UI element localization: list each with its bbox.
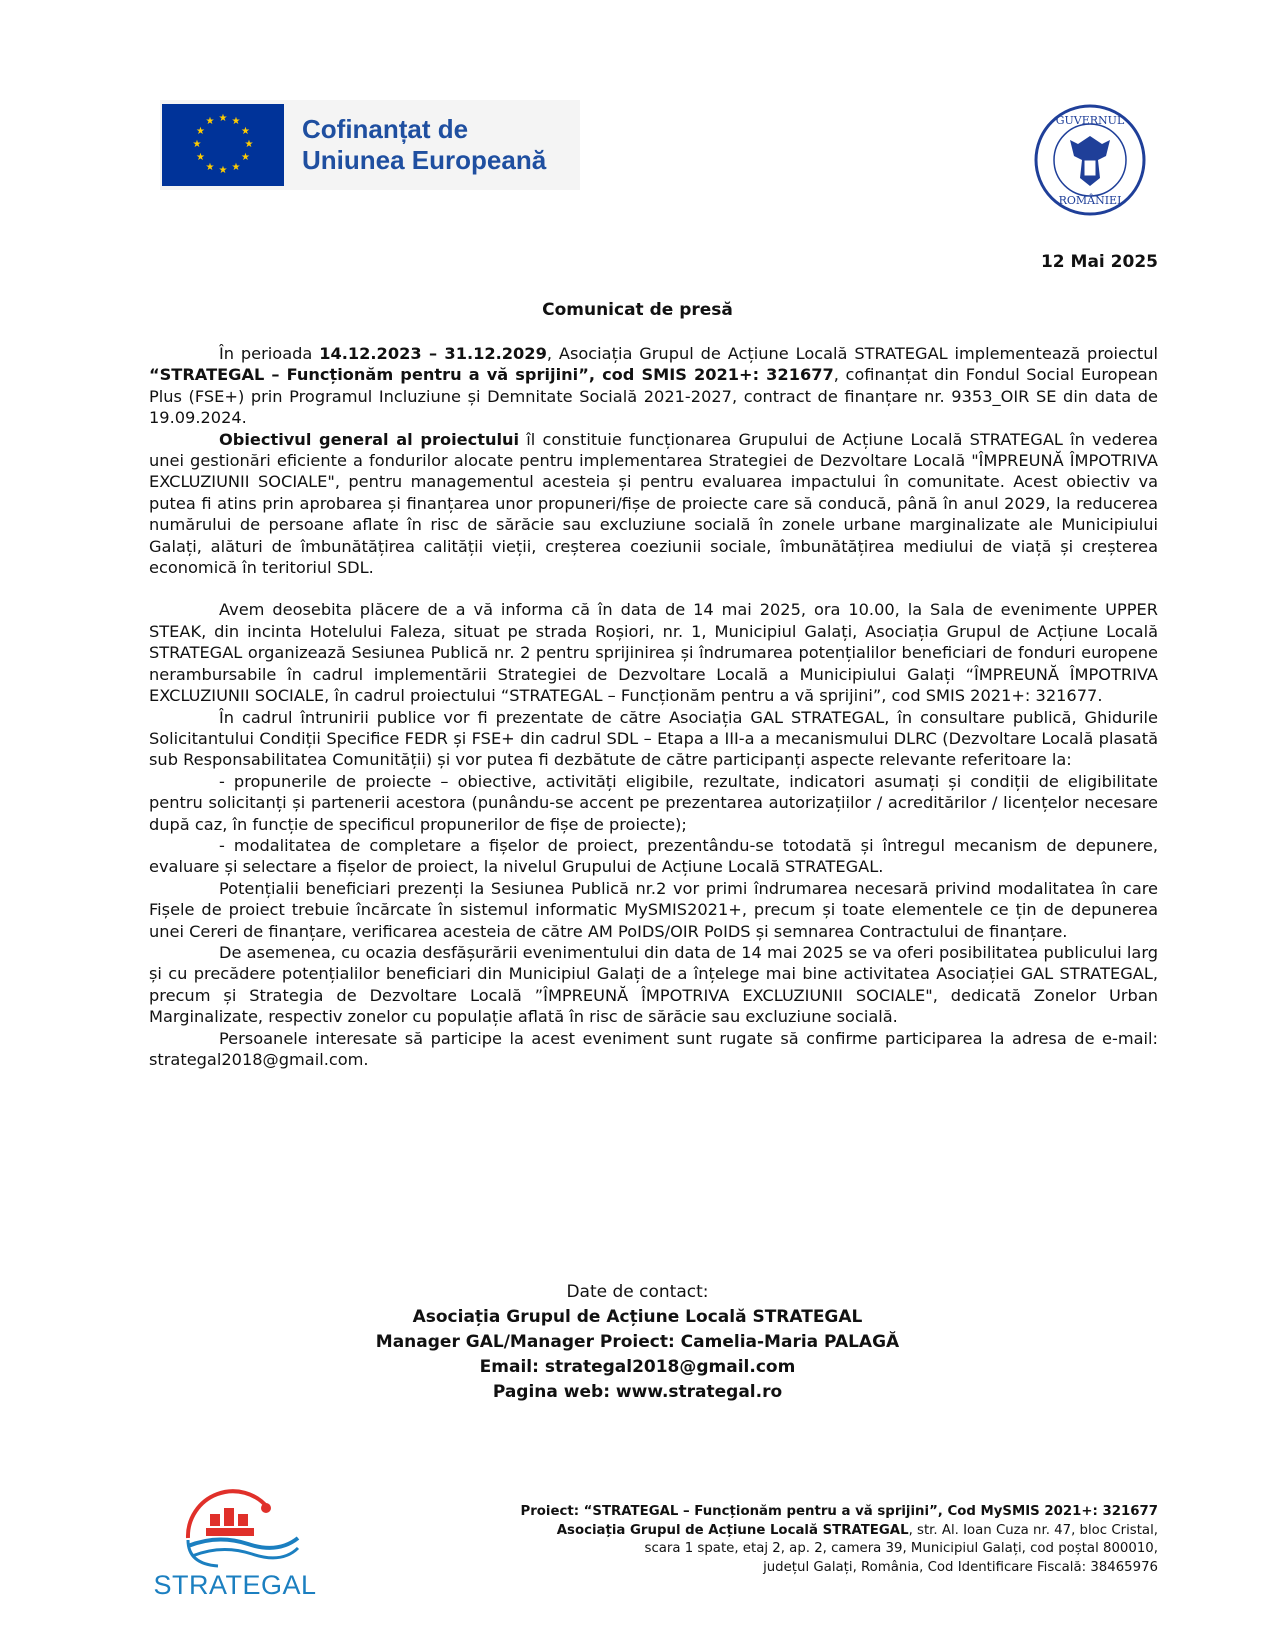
paragraph-agenda-intro: În cadrul întrunirii publice vor fi prezentate de către Asociația GAL STRATEGAL, în consultare publică, Ghidurile Solicitantului Condiții Specifice FEDR și FSE+ din cadrul SDL – Etapa a III-a a mecanismului DLRC (Dezvoltare Locală plasată sub Responsabilitatea Comunității) și vor putea fi dezbătute de către participanți aspecte relevante referitoare la: [149, 707, 1158, 770]
contact-website[interactable]: Pagina web: www.strategal.ro [492, 1382, 783, 1402]
seal-top-text: GUVERNUL [1055, 114, 1125, 127]
contact-email[interactable]: Email: strategal2018@gmail.com [479, 1357, 796, 1377]
eu-star-icon: ★ [244, 139, 254, 150]
eu-star-icon: ★ [205, 161, 215, 173]
press-release-body [149, 343, 1158, 1070]
eu-star-icon: ★ [241, 152, 250, 163]
footer-organization: Asociația Grupul de Acțiune Locală STRATEGAL [556, 1522, 909, 1538]
eu-star-icon: ★ [195, 152, 205, 163]
project-name: “STRATEGAL – Funcționăm pentru a vă sprijini”, cod SMIS 2021+: 321677 [149, 365, 834, 385]
footer-address-part: , str. Al. Ioan Cuza nr. 47, bloc Cristal, [908, 1522, 1158, 1538]
text-run: , cofinanțat din Fondul Social European Plus (FSE+) prin Programul Incluziune și Demnitate Socială 2021-2027, contract de finanțare nr. 9353_OIR SE din data de 19.09.2024. [149, 365, 1158, 428]
paragraph-objective [149, 429, 1158, 579]
objective-label: Obiectivul general al proiectului [219, 429, 520, 449]
eu-flag-icon [162, 104, 284, 186]
footer-block [520, 1503, 1158, 1577]
eu-star-icon: ★ [231, 161, 241, 173]
text-run: În perioada [219, 344, 320, 363]
eu-logo-line1: Cofinanțat de [302, 114, 469, 144]
paragraph-beneficiaries: Potențialii beneficiari prezenți la Sesiunea Publică nr.2 vor primi îndrumarea necesară privind modalitatea în care Fișele de proiect trebuie încărcate în sistemul informatic MySMIS2021+, precum și toate elementele ce țin de depunerea unei Cereri de finanțare, verificarea acesteia de către AM PoIDS/OIR PoIDS și semnarea Contractului de finanțare. [149, 878, 1158, 941]
contact-manager: Manager GAL/Manager Proiect: Camelia-Maria PALAGĂ [375, 1332, 900, 1352]
paragraph-registration: Persoanele interesate să participe la acest eveniment sunt rugate să confirme participarea la adresa de e-mail: strategal2018@gmail.com. [149, 1028, 1158, 1069]
eu-star-icon: ★ [218, 113, 228, 124]
eu-logo-text [302, 114, 546, 176]
paragraph-agenda-item-2: - modalitatea de completare a fișelor de proiect, prezentându-se totodată și întregul mecanism de depunere, evaluare și selectare a fișelor de proiect, la nivelul Grupului de Acțiune Locală STRATEGAL. [149, 835, 1158, 877]
seal-bottom-text: ROMÂNIEI [1058, 194, 1122, 207]
paragraph-project-intro [149, 343, 1158, 429]
paragraph-event: Avem deosebita plăcere de a vă informa că în data de 14 mai 2025, ora 10.00, la Sala de evenimente UPPER STEAK, din incinta Hotelului Faleza, situat pe strada Roșiori, nr. 1, Municipiul Galați, Asociația Grupul de Acțiune Locală STRATEGAL organizează Sesiunea Publică nr. 2 pentru sprijinirea și îndrumarea potențialilor beneficiari de fonduri europene nerambursabile în cadrul implementării Strategiei de Dezvoltare Locală a Municipiului Galați “ÎMPREUNĂ ÎMPOTRIVA EXCLUZIUNII SOCIALE, în cadrul proiectului “STRATEGAL – Funcționăm pentru a vă sprijini”, cod SMIS 2021+: 321677. [149, 600, 1158, 706]
eu-star-icon: ★ [195, 126, 205, 137]
project-period: 14.12.2023 – 31.12.2029 [319, 344, 547, 363]
footer-address-line3: județul Galați, România, Cod Identificare Fiscală: 38465976 [763, 1559, 1158, 1575]
contact-organization: Asociația Grupul de Acțiune Locală STRATEGAL [412, 1307, 863, 1327]
eu-star-icon: ★ [231, 116, 241, 128]
eu-cofinancing-logo [160, 100, 580, 190]
paragraph-agenda-item-1: - propunerile de proiecte – obiective, activități eligibile, rezultate, indicatori asumați și condiții de eligibilitate pentru solicitanți și partenerii acestora (punându-se accent pe prezentarea autorizațiilor / acreditărilor / licențelor necesare după caz, în funcție de specificul propunerilor de fișe de proiecte); [149, 771, 1158, 834]
text-run: , Asociația Grupul de Acțiune Locală STRATEGAL implementează proiectul [546, 344, 1158, 363]
eu-star-icon: ★ [205, 116, 215, 128]
document-date: 12 Mai 2025 [1040, 252, 1158, 272]
romanian-government-seal-icon [1034, 104, 1146, 216]
contact-heading: Date de contact: [566, 1282, 709, 1302]
footer-project: Proiect: “STRATEGAL – Funcționăm pentru a vă sprijini”, Cod MySMIS 2021+: 321677 [520, 1504, 1158, 1519]
eu-star-icon: ★ [192, 139, 202, 150]
eu-star-icon: ★ [241, 126, 250, 137]
footer-address-line1 [520, 1522, 1158, 1541]
eu-logo-line2: Uniunea Europeană [302, 145, 547, 175]
paragraph-public: De asemenea, cu ocazia desfășurării evenimentului din data de 14 mai 2025 se va oferi posibilitatea publicului larg și cu precădere potențialilor beneficiari din Municipiul Galați de a înțelege mai bine activitatea Asociației GAL STRATEGAL, precum și Strategia de Dezvoltare Locală ”ÎMPREUNĂ ÎMPOTRIVA EXCLUZIUNII SOCIALE", dedicată Zonelor Urban Marginalizate, respectiv zonelor cu populație aflată în risc de sărăcie sau excluziune socială. [149, 942, 1158, 1027]
contact-block [0, 1280, 1275, 1405]
document-title: Comunicat de presă [542, 300, 733, 320]
footer-address-line2: scara 1 spate, etaj 2, ap. 2, camera 39, Municipiul Galați, cod poștal 800010, [644, 1541, 1158, 1556]
strategal-logo-text: STRATEGAL [153, 1570, 317, 1600]
text-run: îl constituie funcționarea Grupului de Acțiune Locală STRATEGAL în vederea unei gestionări eficiente a fondurilor alocate pentru implementarea Strategiei de Dezvoltare Locală "ÎMPREUNĂ ÎMPOTRIVA EXCLUZIUNII SOCIALE", pentru managementul acesteia și pentru evaluarea impactului în comunitate. Acest obiectiv va putea fi atins prin aprobarea și finanțarea unor propuneri/fișe de proiecte care să conducă, până în anul 2029, la reducerea numărului de persoane aflate în risc de sărăcie sau excluziune socială în zonele urbane marginalizate ale Municipiului Galați, alături de îmbunătățirea calității vieții, creșterea coeziunii sociale, îmbunătățirea mediului de viață și creșterea economică în teritoriul SDL. [149, 429, 1158, 578]
eu-star-icon: ★ [218, 165, 228, 176]
